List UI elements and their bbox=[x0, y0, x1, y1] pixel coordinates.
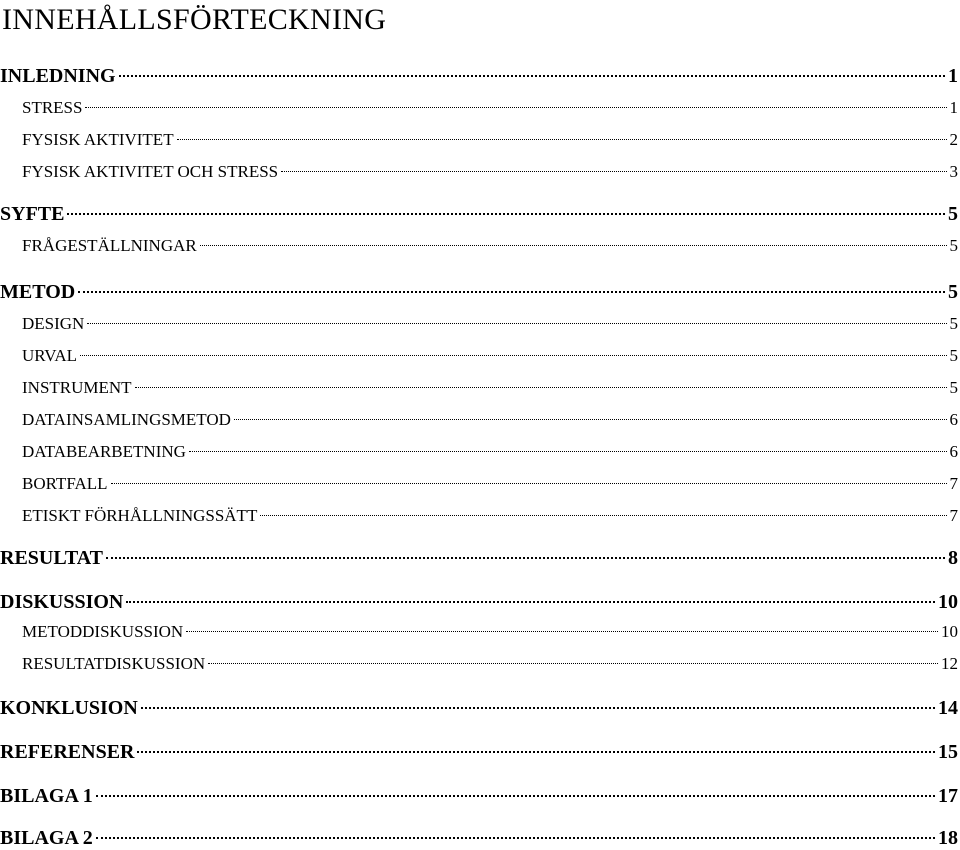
toc-entry-label: ETISKT FÖRHÅLLNINGSSÄTT bbox=[22, 506, 258, 525]
toc-entry-subheading[interactable] bbox=[0, 472, 958, 496]
dot-leader bbox=[111, 483, 947, 484]
toc-entry-heading[interactable] bbox=[0, 202, 958, 226]
dot-leader bbox=[137, 751, 935, 753]
dot-leader bbox=[119, 75, 945, 77]
dot-leader bbox=[96, 795, 935, 797]
toc-entry-subheading[interactable] bbox=[0, 652, 958, 676]
dot-leader bbox=[135, 387, 947, 388]
toc-entry-label: DATAINSAMLINGSMETOD bbox=[22, 410, 231, 429]
toc-entry-label: STRESS bbox=[22, 98, 83, 117]
toc-entry-subheading[interactable] bbox=[0, 376, 958, 400]
toc-entry-label: KONKLUSION bbox=[0, 697, 138, 719]
toc-entry-subheading[interactable] bbox=[0, 344, 958, 368]
toc-entry-page-number: 15 bbox=[938, 741, 958, 763]
toc-entry-page-number: 7 bbox=[949, 474, 958, 493]
toc-entry-page-number: 1 bbox=[948, 65, 958, 87]
toc-entry-page-number: 5 bbox=[949, 378, 958, 397]
toc-entry-page-number: 18 bbox=[938, 827, 958, 849]
toc-entry-heading[interactable] bbox=[0, 784, 958, 808]
toc-entry-page-number: 2 bbox=[949, 130, 958, 149]
toc-entry-label: DISKUSSION bbox=[0, 591, 124, 613]
toc-entry-page-number: 12 bbox=[941, 654, 958, 673]
toc-entry-label: BILAGA 2 bbox=[0, 827, 93, 849]
toc-entry-page-number: 7 bbox=[949, 506, 958, 525]
toc-entry-heading[interactable] bbox=[0, 826, 958, 850]
toc-entry-page-number: 6 bbox=[949, 442, 958, 461]
dot-leader bbox=[80, 355, 946, 356]
toc-entry-label: RESULTATDISKUSSION bbox=[22, 654, 206, 673]
toc-entry-page-number: 3 bbox=[949, 162, 958, 181]
toc-entry-label: BILAGA 1 bbox=[0, 785, 93, 807]
toc-entry-subheading[interactable] bbox=[0, 160, 958, 184]
toc-entry-heading[interactable] bbox=[0, 280, 958, 304]
dot-leader bbox=[208, 663, 938, 664]
toc-entry-page-number: 1 bbox=[949, 98, 958, 117]
toc-entry-label: DESIGN bbox=[22, 314, 85, 333]
toc-entry-subheading[interactable] bbox=[0, 234, 958, 258]
dot-leader bbox=[177, 139, 947, 140]
dot-leader bbox=[141, 707, 935, 709]
toc-entry-label: FYSISK AKTIVITET bbox=[22, 130, 174, 149]
toc-entry-heading[interactable] bbox=[0, 546, 958, 570]
toc-entry-page-number: 5 bbox=[948, 203, 958, 225]
toc-entry-label: SYFTE bbox=[0, 203, 65, 225]
toc-entry-page-number: 17 bbox=[938, 785, 958, 807]
toc-entry-heading[interactable] bbox=[0, 740, 958, 764]
dot-leader bbox=[186, 631, 938, 632]
dot-leader bbox=[260, 515, 946, 516]
toc-entry-heading[interactable] bbox=[0, 696, 958, 720]
toc-entry-subheading[interactable] bbox=[0, 128, 958, 152]
toc-entry-label: INSTRUMENT bbox=[22, 378, 132, 397]
toc-entry-page-number: 8 bbox=[948, 547, 958, 569]
toc-entry-heading[interactable] bbox=[0, 590, 958, 614]
toc-entry-label: BORTFALL bbox=[22, 474, 108, 493]
toc-entry-label: FYSISK AKTIVITET OCH STRESS bbox=[22, 162, 279, 181]
dot-leader bbox=[189, 451, 947, 452]
dot-leader bbox=[67, 213, 945, 215]
toc-entry-subheading[interactable] bbox=[0, 408, 958, 432]
toc-entry-label: INLEDNING bbox=[0, 65, 116, 87]
dot-leader bbox=[106, 557, 945, 559]
toc-entry-subheading[interactable] bbox=[0, 96, 958, 120]
toc-entry-page-number: 5 bbox=[949, 346, 958, 365]
toc-entry-subheading[interactable] bbox=[0, 504, 958, 528]
dot-leader bbox=[126, 601, 935, 603]
toc-entry-page-number: 5 bbox=[949, 314, 958, 333]
dot-leader bbox=[85, 107, 946, 108]
toc-entry-heading[interactable] bbox=[0, 64, 958, 88]
toc-entry-subheading[interactable] bbox=[0, 620, 958, 644]
dot-leader bbox=[200, 245, 947, 246]
toc-entry-label: DATABEARBETNING bbox=[22, 442, 186, 461]
toc-entry-subheading[interactable] bbox=[0, 440, 958, 464]
toc-entry-label: METOD bbox=[0, 281, 76, 303]
toc-entry-page-number: 5 bbox=[949, 236, 958, 255]
dot-leader bbox=[78, 291, 945, 293]
toc-entry-label: METODDISKUSSION bbox=[22, 622, 184, 641]
toc-entry-page-number: 10 bbox=[938, 591, 958, 613]
dot-leader bbox=[96, 837, 935, 839]
dot-leader bbox=[87, 323, 946, 324]
toc-entry-label: REFERENSER bbox=[0, 741, 135, 763]
toc-entry-label: URVAL bbox=[22, 346, 78, 365]
toc-entry-page-number: 6 bbox=[949, 410, 958, 429]
dot-leader bbox=[234, 419, 947, 420]
page-title: INNEHÅLLSFÖRTECKNING bbox=[2, 3, 387, 36]
toc-entry-label: RESULTAT bbox=[0, 547, 104, 569]
dot-leader bbox=[281, 171, 946, 172]
toc-entry-page-number: 10 bbox=[941, 622, 958, 641]
toc-entry-page-number: 5 bbox=[948, 281, 958, 303]
toc-entry-subheading[interactable] bbox=[0, 312, 958, 336]
toc-entry-label: FRÅGESTÄLLNINGAR bbox=[22, 236, 197, 255]
toc-entry-page-number: 14 bbox=[938, 697, 958, 719]
